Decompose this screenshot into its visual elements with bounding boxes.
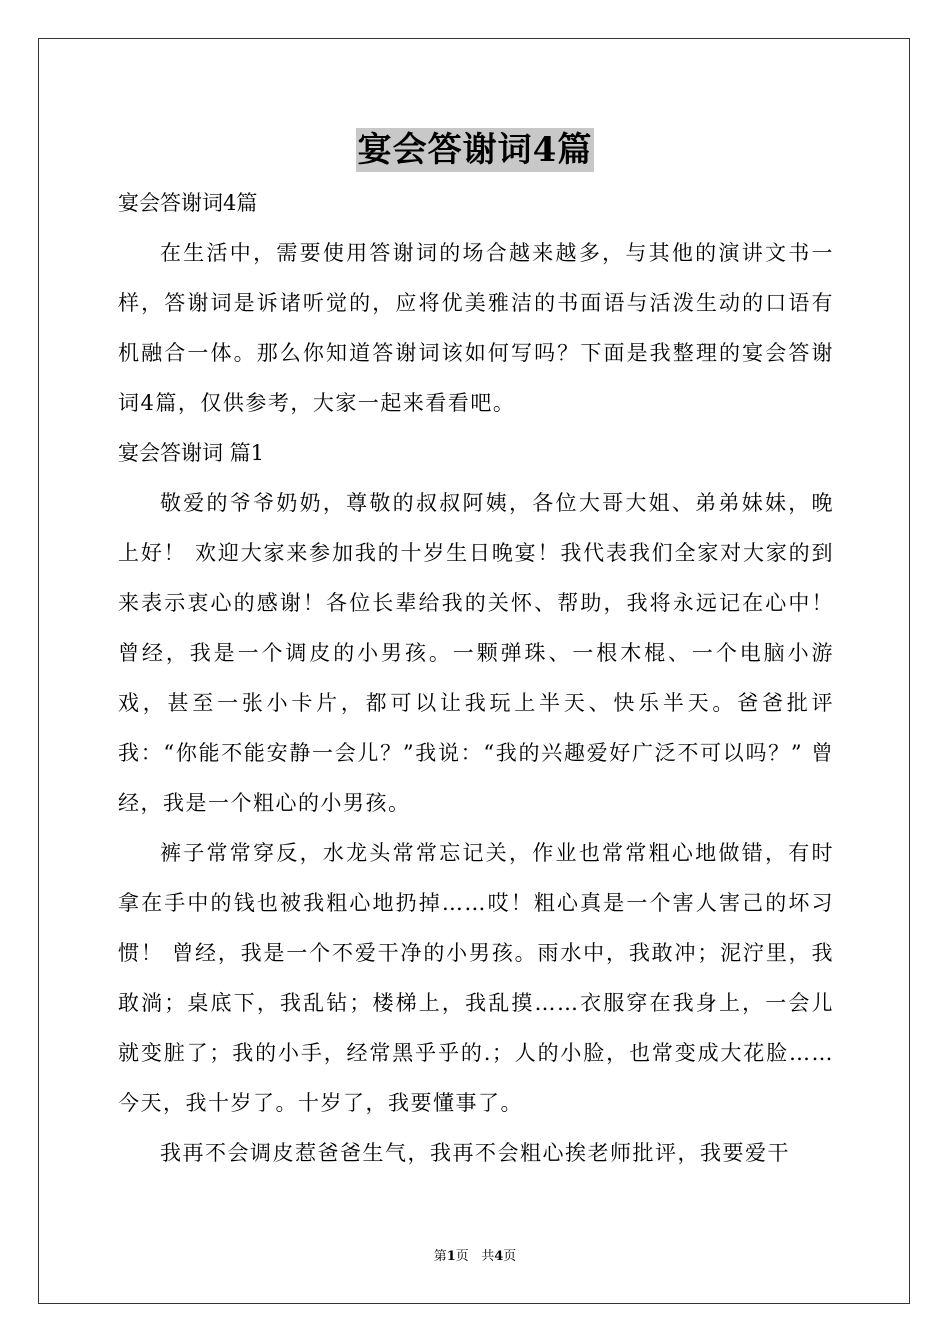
document-subtitle: 宴会答谢词4篇 bbox=[118, 191, 258, 215]
page-suffix: 页 bbox=[455, 1249, 469, 1264]
section-heading: 宴会答谢词 篇1 bbox=[118, 441, 265, 465]
page-prefix: 第 bbox=[433, 1249, 447, 1264]
document-body bbox=[118, 178, 834, 1178]
intro-paragraph: 在生活中，需要使用答谢词的场合越来越多，与其他的演讲文书一样，答谢词是诉诸听觉的，应将优美雅洁的书面语与活泼生动的口语有机融合一体。那么你知道答谢词该如何写吗？下面是我整理的宴会答谢词4篇，仅供参考，大家一起来看看吧。 bbox=[118, 241, 834, 415]
body-paragraph-3: 我再不会调皮惹爸爸生气，我再不会粗心挨老师批评，我要爱干 bbox=[160, 1141, 790, 1165]
page-number: 1 bbox=[446, 1249, 456, 1264]
body-paragraph-2: 裤子常常穿反，水龙头常常忘记关，作业也常常粗心地做错，有时拿在手中的钱也被我粗心地扔掉……哎！粗心真是一个害人害己的坏习惯！ 曾经，我是一个不爱干净的小男孩。雨水中，我敢冲；泥泞里，我敢淌；桌底下，我乱钻；楼梯上，我乱摸……衣服穿在我身上，一会儿就变脏了；我的小手，经常黑乎乎的.；人的小脸，也常变成大花脸…… 今天，我十岁了。十岁了，我要懂事了。 bbox=[118, 841, 834, 1115]
total-suffix: 页 bbox=[503, 1249, 517, 1264]
document-title: 宴会答谢词4篇 bbox=[357, 130, 593, 170]
total-prefix: 共 bbox=[481, 1249, 495, 1264]
page-footer bbox=[0, 1248, 950, 1266]
total-pages: 4 bbox=[494, 1249, 504, 1264]
title-container bbox=[0, 128, 950, 172]
body-paragraph-1: 敬爱的爷爷奶奶，尊敬的叔叔阿姨，各位大哥大姐、弟弟妹妹，晚上好！ 欢迎大家来参加我的十岁生日晚宴！我代表我们全家对大家的到来表示衷心的感谢！各位长辈给我的关怀、帮助，我将永远记在心中！ 曾经，我是一个调皮的小男孩。一颗弹珠、一根木棍、一个电脑小游戏，甚至一张小卡片，都可以让我玩上半天、快乐半天。爸爸批评我：“你能不能安静一会儿？”我说：“我的兴趣爱好广泛不可以吗？” 曾经，我是一个粗心的小男孩。 bbox=[118, 491, 834, 815]
